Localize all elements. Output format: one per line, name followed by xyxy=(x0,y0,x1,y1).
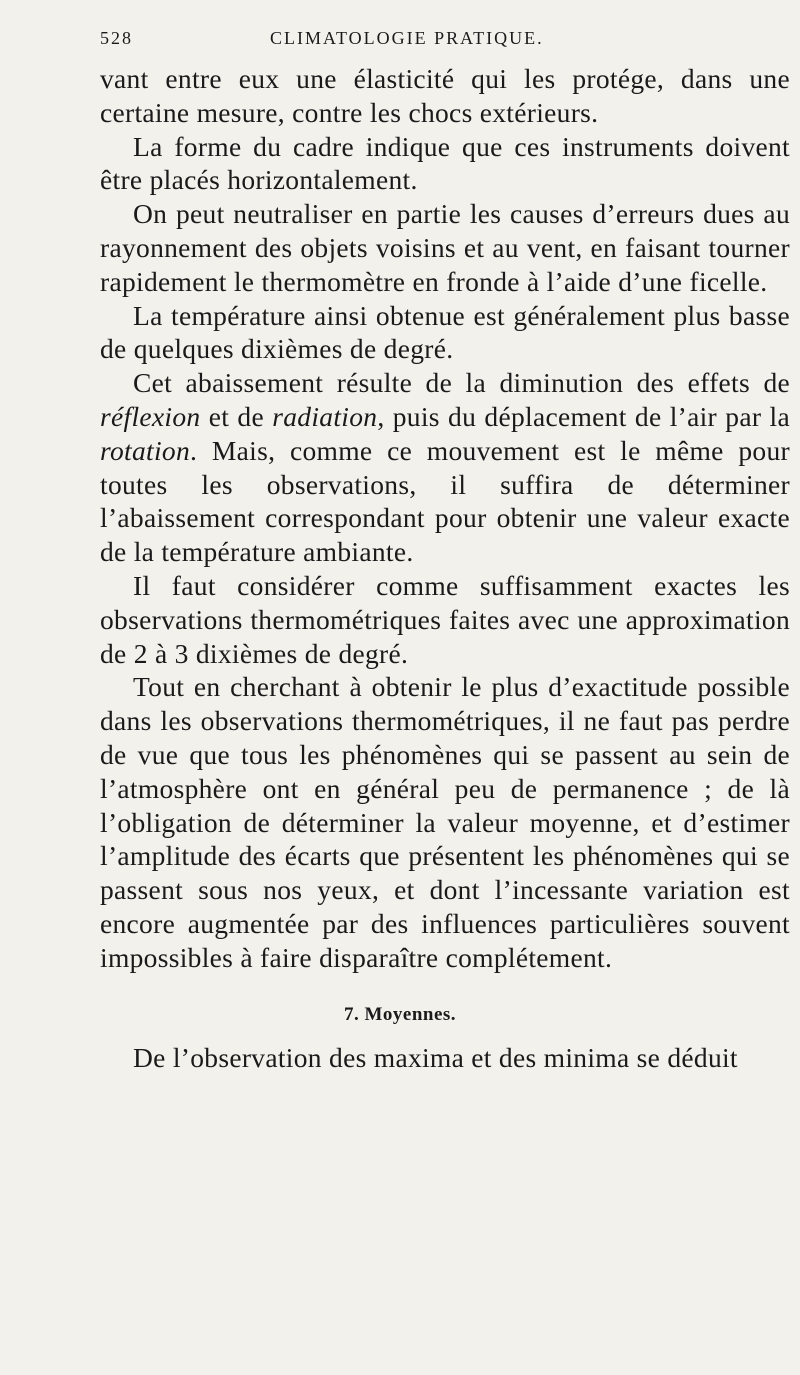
italic-term: réflexion xyxy=(100,400,201,432)
paragraph: Il faut considérer comme suffisamment exactes les observations thermométriques faites avec une approximation de 2 à 3 dixièmes de degré. xyxy=(100,569,790,669)
paragraph: La forme du cadre indique que ces instruments doivent être placés horizontalement. xyxy=(100,130,790,196)
section-heading: 7. Moyennes. xyxy=(343,1004,457,1025)
paragraph-text: , puis du déplacement de l’air par la xyxy=(377,400,790,432)
paragraph: La température ainsi obtenue est généralement plus basse de quelques dixièmes de degré. xyxy=(100,299,790,365)
running-title: CLIMATOLOGIE PRATIQUE. xyxy=(270,28,544,48)
italic-term: rotation xyxy=(100,434,191,466)
paragraph xyxy=(100,366,790,569)
paragraph: vant entre eux une élasticité qui les protége, dans une certaine mesure, contre les chocs extérieurs. xyxy=(100,63,790,128)
body-text xyxy=(100,62,790,975)
page-header xyxy=(100,28,700,54)
paragraph: Tout en cherchant à obtenir le plus d’exactitude possible dans les observations thermométriques, il ne faut pas perdre de vue que tous les phénomènes qui se passent au sein de l’atmosphère ont en général peu de permanence ; de là l’obligation de déterminer la valeur moyenne, et d’estimer l’amplitude des écarts que présentent les phénomènes qui se passent sous nos yeux, et dont l’incessante variation est encore augmentée par des influences particulières souvent impossibles à faire disparaître complétement. xyxy=(100,671,790,973)
paragraph-text: Cet abaissement résulte de la diminution des effets de xyxy=(133,367,790,399)
paragraph: On peut neutraliser en partie les causes d’erreurs dues au rayonnement des objets voisins et au vent, en faisant tourner rapidement le thermomètre en fronde à l’aide d’une ficelle. xyxy=(100,198,790,297)
page-number: 528 xyxy=(100,28,133,48)
italic-term: radiation xyxy=(272,400,378,432)
paragraph-text: . Mais, comme ce mouvement est le même pour toutes les observations, il suffira de déterminer l’abaissement correspondant pour obtenir une valeur exacte de la température ambiante. xyxy=(100,434,790,568)
paragraph: De l’observation des maxima et des minima se déduit xyxy=(133,1042,738,1073)
paragraph-text: et de xyxy=(200,400,273,432)
